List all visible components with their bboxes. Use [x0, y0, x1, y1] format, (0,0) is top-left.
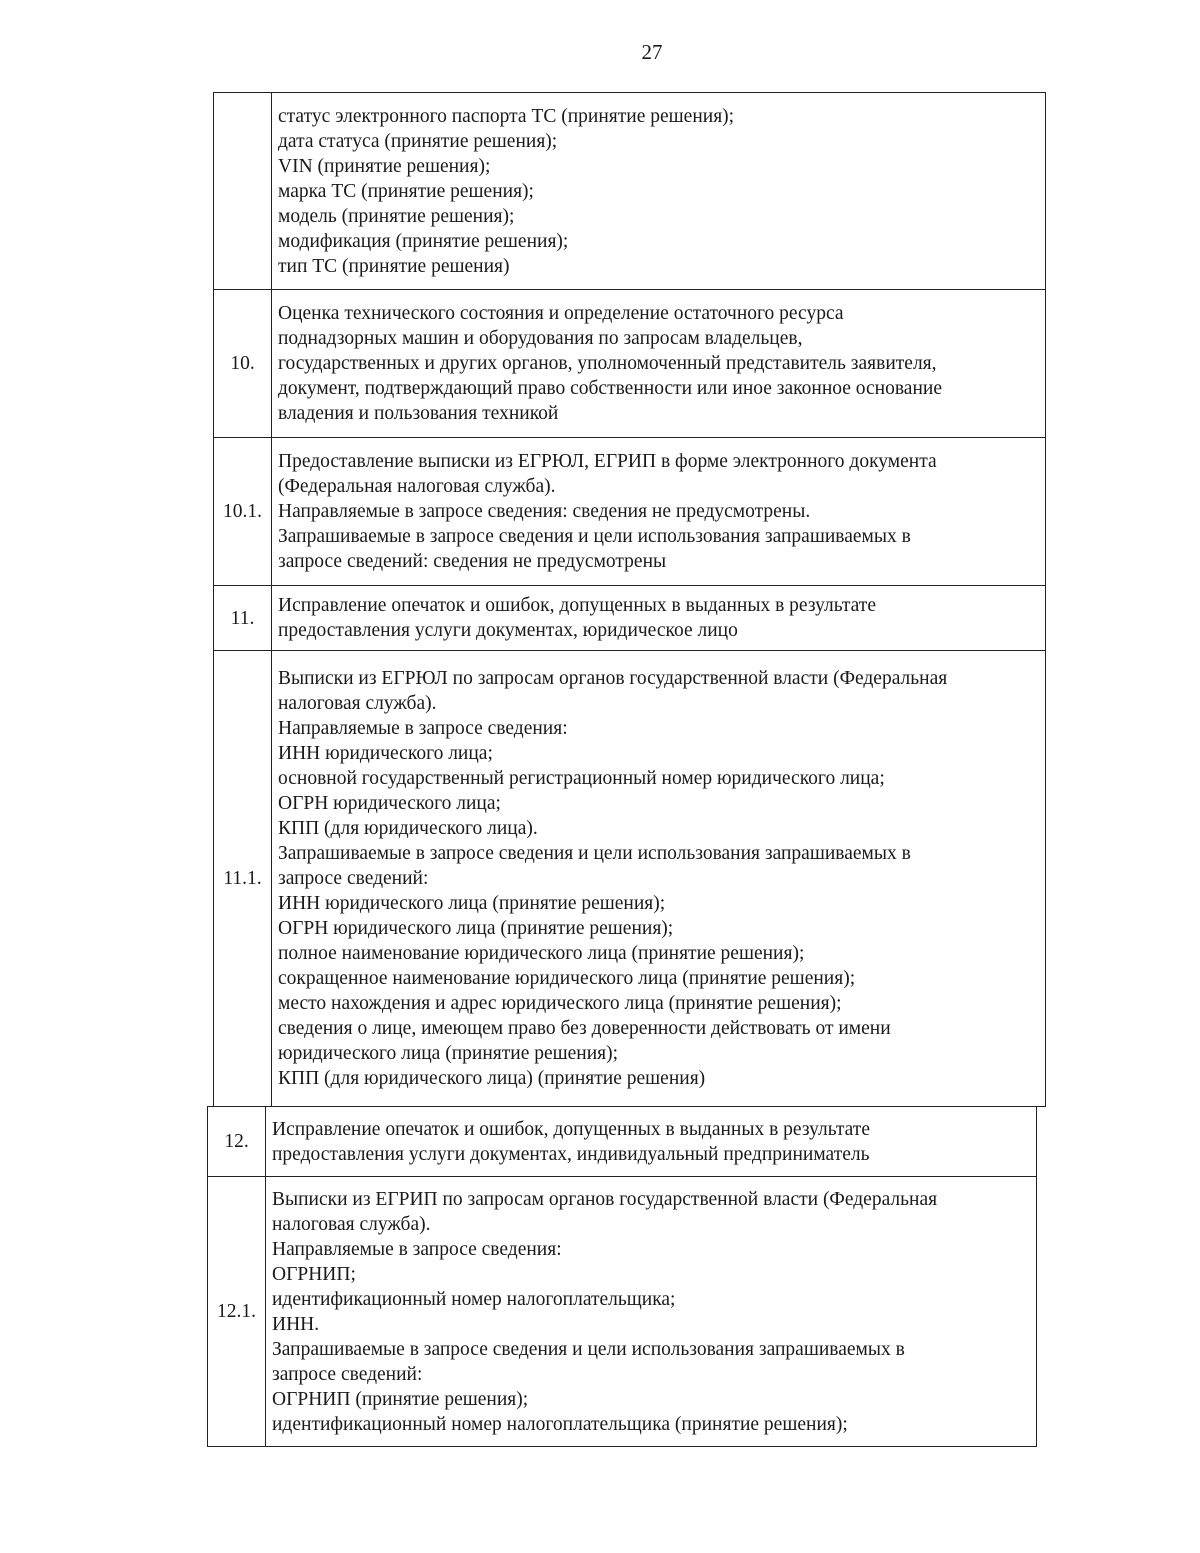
content-line: Запрашиваемые в запросе сведения и цели использования запрашиваемых в	[272, 1338, 905, 1360]
content-line: ИНН.	[272, 1313, 320, 1335]
row-number	[214, 93, 272, 290]
row-number: 11.	[214, 586, 272, 651]
content-line: марка ТС (принятие решения);	[278, 180, 534, 202]
content-line: Исправление опечаток и ошибок, допущенных в выданных в результате	[272, 1118, 870, 1140]
row-content	[272, 290, 1046, 438]
content-line: Запрашиваемые в запросе сведения и цели использования запрашиваемых в	[278, 843, 911, 864]
row-content	[272, 438, 1046, 586]
content-line: модель (принятие решения);	[278, 205, 515, 227]
content-line: статус электронного паспорта ТС (принятие решения);	[278, 105, 735, 127]
content-line: налоговая служба).	[272, 1213, 431, 1235]
content-line: тип ТС (принятие решения)	[278, 255, 510, 277]
content-line: юридического лица (принятие решения);	[278, 1043, 619, 1064]
content-line: Выписки из ЕГРИП по запросам органов государственной власти (Федеральная	[272, 1188, 938, 1210]
content-line: Предоставление выписки из ЕГРЮЛ, ЕГРИП в форме электронного документа	[278, 451, 937, 472]
content-line: идентификационный номер налогоплательщика;	[272, 1288, 676, 1310]
row-content	[272, 651, 1046, 1107]
content-line: ИНН юридического лица (принятие решения);	[278, 893, 666, 914]
content-line: ОГРН юридического лица;	[278, 793, 501, 814]
content-line: Направляемые в запросе сведения:	[272, 1238, 562, 1260]
content-line: модификация (принятие решения);	[278, 230, 569, 252]
table-row	[208, 1107, 1037, 1177]
content-line: поднадзорных машин и оборудования по запросам владельцев,	[278, 328, 803, 349]
content-line: запросе сведений:	[278, 868, 429, 889]
row-number: 12.	[208, 1107, 266, 1177]
content-line: ОГРНИП;	[272, 1263, 356, 1285]
content-line: ОГРН юридического лица (принятие решения);	[278, 918, 674, 939]
table-row	[214, 651, 1046, 1107]
content-line: место нахождения и адрес юридического лица (принятие решения);	[278, 993, 842, 1014]
content-line: Исправление опечаток и ошибок, допущенных в выданных в результате	[278, 595, 876, 616]
page-number: 27	[641, 40, 663, 64]
content-line: сведения о лице, имеющем право без доверенности действовать от имени	[278, 1018, 891, 1039]
content-line: документ, подтверждающий право собственности или иное законное основание	[278, 378, 942, 399]
content-line: (Федеральная налоговая служба).	[278, 476, 556, 497]
content-line: запросе сведений:	[272, 1363, 423, 1385]
content-line: налоговая служба).	[278, 693, 437, 714]
content-line: сокращенное наименование юридического лица (принятие решения);	[278, 968, 856, 989]
content-line: ИНН юридического лица;	[278, 743, 493, 764]
row-number: 10.1.	[214, 438, 272, 586]
content-line: Запрашиваемые в запросе сведения и цели использования запрашиваемых в	[278, 526, 911, 547]
content-line: запросе сведений: сведения не предусмотрены	[278, 551, 667, 572]
table-row	[214, 290, 1046, 438]
content-line: VIN (принятие решения);	[278, 155, 491, 177]
table-row	[208, 1177, 1037, 1447]
content-line: идентификационный номер налогоплательщика (принятие решения);	[272, 1413, 848, 1435]
table-row	[214, 586, 1046, 651]
content-line: Направляемые в запросе сведения:	[278, 718, 568, 739]
content-line: Выписки из ЕГРЮЛ по запросам органов государственной власти (Федеральная	[278, 668, 948, 689]
services-table	[213, 92, 1046, 1107]
row-number: 12.1.	[208, 1177, 266, 1447]
table-row	[214, 93, 1046, 290]
row-number: 10.	[214, 290, 272, 438]
table-row	[214, 438, 1046, 586]
content-line: КПП (для юридического лица).	[278, 818, 538, 839]
content-line: предоставления услуги документах, индивидуальный предприниматель	[272, 1143, 870, 1165]
services-table-continued	[207, 1106, 1037, 1447]
content-line: предоставления услуги документах, юридическое лицо	[278, 620, 738, 641]
row-content	[266, 1177, 1037, 1447]
content-line: владения и пользования техникой	[278, 403, 559, 424]
content-line: КПП (для юридического лица) (принятие решения)	[278, 1068, 706, 1089]
content-line: основной государственный регистрационный номер юридического лица;	[278, 768, 885, 789]
content-line: государственных и других органов, уполномоченный представитель заявителя,	[278, 353, 937, 374]
row-content	[266, 1107, 1037, 1177]
row-number: 11.1.	[214, 651, 272, 1107]
content-line: ОГРНИП (принятие решения);	[272, 1388, 529, 1410]
content-line: Оценка технического состояния и определение остаточного ресурса	[278, 303, 844, 324]
row-content	[272, 93, 1046, 290]
row-content	[272, 586, 1046, 651]
content-line: Направляемые в запросе сведения: сведения не предусмотрены.	[278, 501, 811, 522]
content-line: дата статуса (принятие решения);	[278, 130, 558, 152]
content-line: полное наименование юридического лица (принятие решения);	[278, 943, 805, 964]
